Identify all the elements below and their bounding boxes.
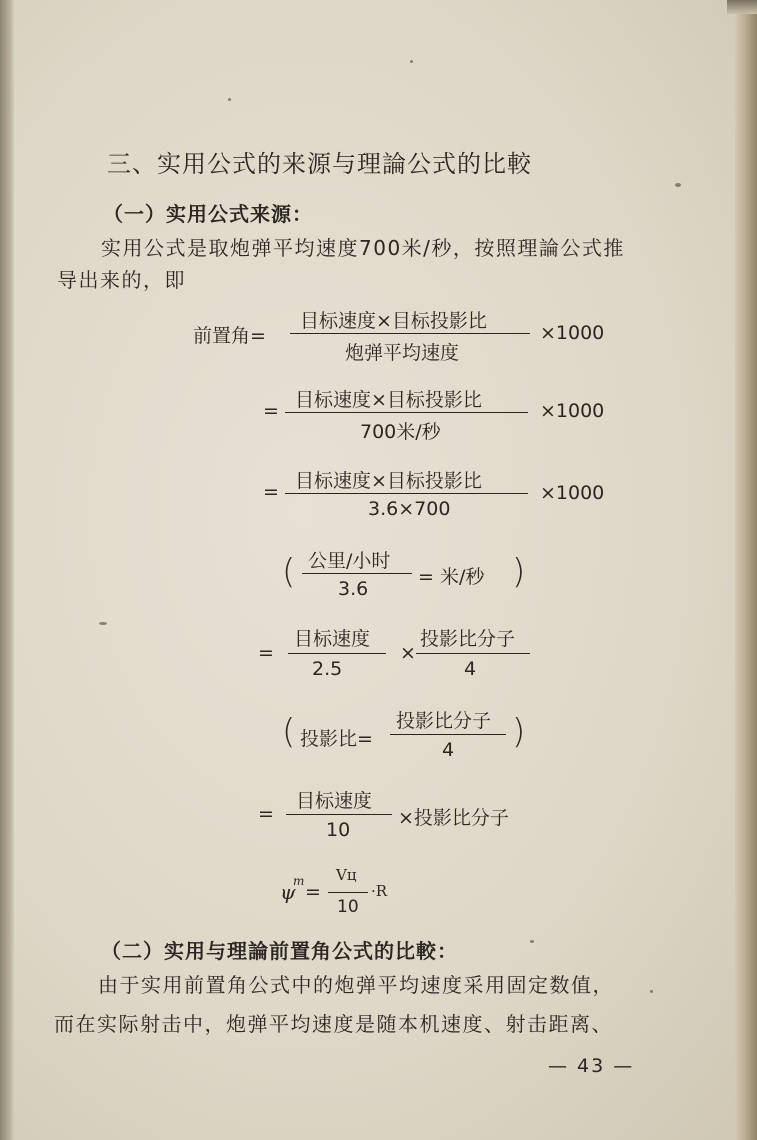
note-2-fraction-bar	[390, 734, 506, 735]
note-2-denominator: 4	[442, 739, 455, 761]
equation-4-lhs: =	[258, 642, 274, 664]
equation-3-numerator: 目标速度×目标投影比	[295, 470, 482, 492]
paper-speck	[530, 940, 534, 943]
paper-speck	[99, 622, 107, 625]
paper-speck	[650, 990, 653, 993]
note-1-fraction-bar	[302, 573, 412, 574]
equation-2-multiplier: ×1000	[540, 400, 605, 422]
equation-4-times: ×	[400, 642, 416, 664]
equation-4-denominator-a: 2.5	[312, 658, 343, 680]
section-title: 三、实用公式的来源与理論公式的比較	[107, 150, 532, 178]
paragraph-1-line-1: 实用公式是取炮弹平均速度700米/秒，按照理論公式推	[101, 236, 625, 260]
note-2-open-paren: (	[282, 712, 296, 752]
equation-2-denominator: 700米/秒	[360, 421, 441, 443]
equation-5-numerator: 目标速度	[296, 790, 373, 812]
equation-4-numerator-b: 投影比分子	[420, 628, 516, 650]
equation-3-multiplier: ×1000	[540, 482, 605, 504]
paragraph-2-line-1: 由于实用前置角公式中的炮弹平均速度采用固定数值，	[98, 973, 614, 997]
note-1-open-paren: (	[282, 552, 296, 592]
page-binding	[0, 0, 14, 1140]
page-edge	[735, 0, 757, 1140]
equation-6-numerator: Vц	[336, 866, 357, 884]
equation-1-lhs: 前置角=	[193, 325, 266, 347]
equation-6-fraction-bar	[328, 892, 368, 893]
equation-1-multiplier: ×1000	[540, 322, 605, 344]
equation-6-superscript: т	[293, 874, 305, 888]
equation-6-equals: =	[305, 881, 321, 903]
equation-1-numerator: 目标速度×目标投影比	[300, 310, 487, 332]
equation-4-fraction-bar-a	[288, 653, 386, 654]
equation-3-denominator: 3.6×700	[368, 498, 451, 520]
note-2-lhs: 投影比=	[300, 728, 373, 750]
equation-2-lhs: =	[263, 400, 279, 422]
equation-5-tail: ×投影比分子	[398, 807, 509, 829]
equation-1-denominator: 炮弹平均速度	[345, 342, 460, 364]
equation-6-tail: ·R	[371, 882, 388, 900]
equation-6-denominator: 10	[337, 897, 359, 917]
equation-5-denominator: 10	[326, 819, 351, 841]
equation-4-numerator-a: 目标速度	[294, 628, 371, 650]
note-2-numerator: 投影比分子	[396, 710, 492, 732]
note-1-tail: = 米/秒	[418, 566, 485, 588]
note-2-close-paren: )	[512, 712, 526, 752]
equation-5-lhs: =	[258, 803, 274, 825]
subsection-title-2: （二）实用与理論前置角公式的比較：	[101, 939, 458, 963]
equation-4-denominator-b: 4	[464, 658, 477, 680]
note-1-numerator: 公里/小时	[308, 550, 391, 572]
paragraph-1-line-2: 导出来的，即	[57, 268, 186, 292]
equation-3-fraction-bar	[285, 493, 528, 494]
equation-1-fraction-bar	[290, 333, 530, 334]
page-number: — 43 —	[548, 1055, 635, 1077]
paper-speck	[675, 183, 681, 187]
subsection-title-1: （一）实用公式来源：	[103, 202, 313, 226]
paper-speck	[228, 98, 231, 101]
equation-2-numerator: 目标速度×目标投影比	[295, 389, 482, 411]
paragraph-2-line-2: 而在实际射击中，炮弹平均速度是随本机速度、射击距离、	[54, 1012, 613, 1036]
equation-4-fraction-bar-b	[416, 653, 530, 654]
equation-5-fraction-bar	[286, 814, 392, 815]
equation-3-lhs: =	[263, 481, 279, 503]
note-1-close-paren: )	[512, 552, 526, 592]
paper-speck	[410, 60, 413, 63]
page-edge-corner	[727, 0, 757, 14]
equation-2-fraction-bar	[285, 412, 528, 413]
equation-6-psi: ψ	[280, 880, 296, 904]
note-1-denominator: 3.6	[338, 578, 369, 600]
